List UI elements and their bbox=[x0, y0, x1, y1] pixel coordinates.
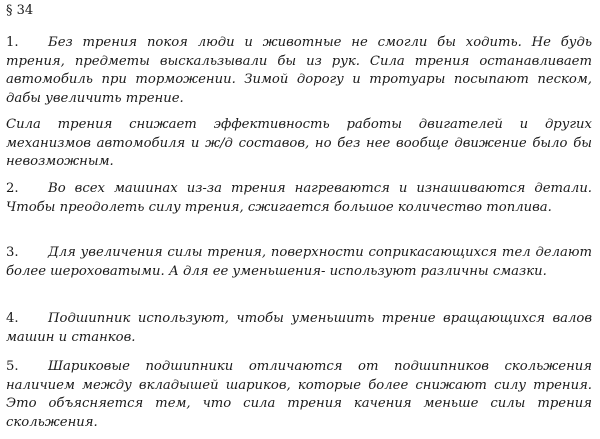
paragraph-text: Шариковые подшипники отличаются от подшипников скольжения наличием между вкладышей шариков, которые более снижают силу трения. Это объясняется тем, что сила трения качения меньше силы трения скольжения. bbox=[6, 359, 592, 430]
paragraph-number: 3. bbox=[6, 245, 19, 260]
paragraph-number: 5. bbox=[6, 359, 19, 374]
paragraph-number: 2. bbox=[6, 181, 19, 196]
paragraph-1-continuation bbox=[6, 116, 592, 172]
paragraph-3 bbox=[6, 244, 592, 281]
paragraph-4 bbox=[6, 310, 592, 347]
paragraph-text: Сила трения снижает эффективность работы двигателей и других механизмов автомобиля и ж/д составов, но без нее вообще движение было бы невозможным. bbox=[6, 117, 592, 170]
paragraph-text: Без трения покоя люди и животные не смогли бы ходить. Не будь трения, предметы выскальзывали бы из рук. Сила трения останавливает автомобиль при торможении. Зимой дорогу и тротуары посыпают песком, дабы увеличить трение. bbox=[6, 35, 592, 106]
paragraph-text: Во всех машинах из-за трения нагреваются и изнашиваются детали. Чтобы преодолеть силу трения, сжигается большое количество топлива. bbox=[6, 181, 592, 215]
paragraph-1 bbox=[6, 34, 592, 108]
section-heading: § 34 bbox=[6, 3, 34, 18]
paragraph-number: 1. bbox=[6, 35, 19, 50]
paragraph-text: Для увеличения силы трения, поверхности соприкасающихся тел делают более шероховатыми. А для ее уменьшения- используют различны смазки. bbox=[6, 245, 592, 279]
paragraph-text: Подшипник используют, чтобы уменьшить трение вращающихся валов машин и станков. bbox=[6, 311, 592, 345]
paragraph-number: 4. bbox=[6, 311, 19, 326]
paragraph-5 bbox=[6, 358, 592, 432]
paragraph-2 bbox=[6, 180, 592, 217]
